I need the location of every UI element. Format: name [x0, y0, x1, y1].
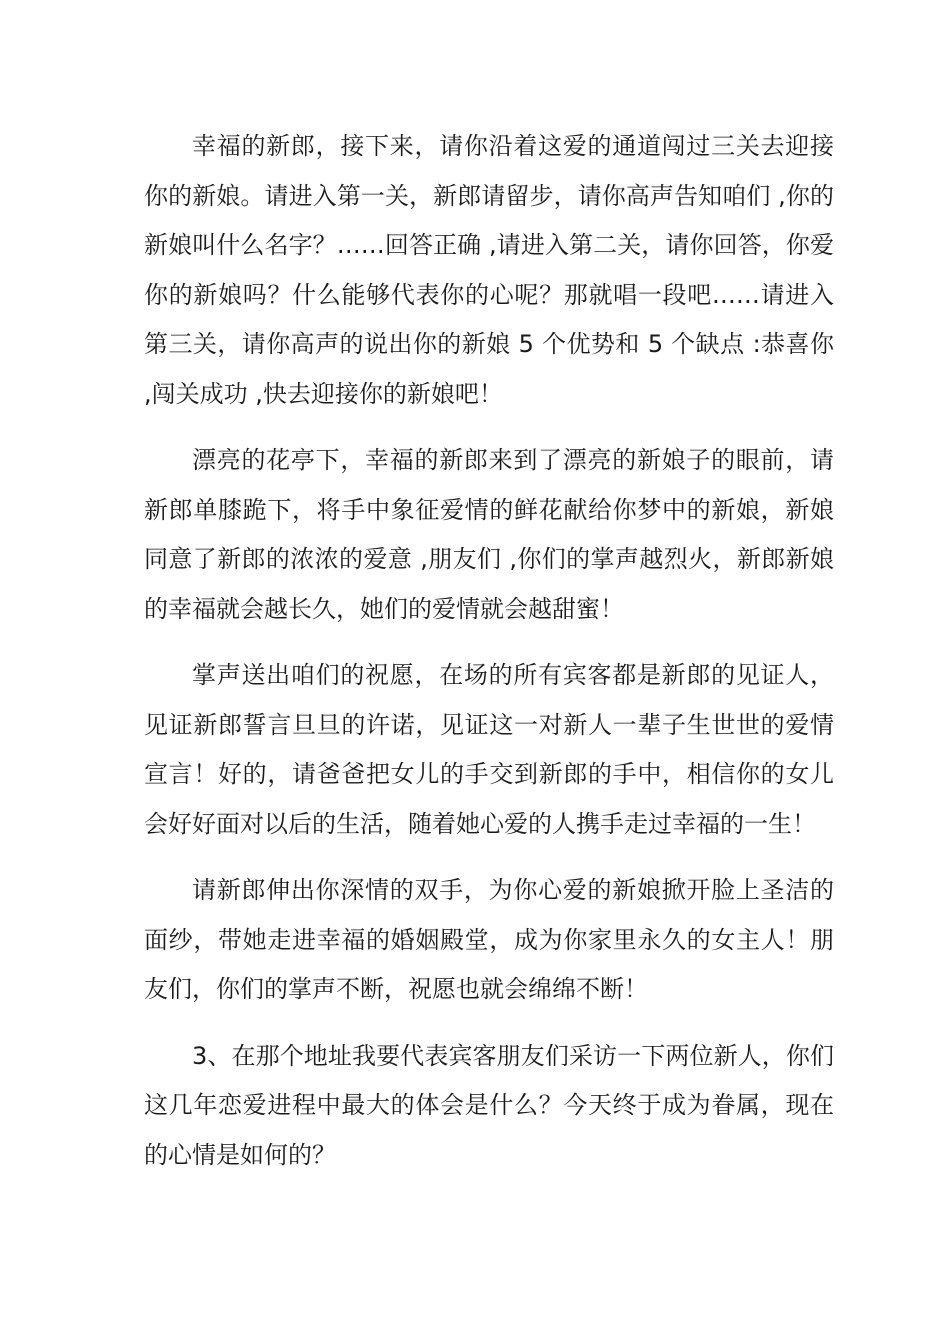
paragraph-5: 3、在那个地址我要代表宾客朋友们采访一下两位新人，你们这几年恋爱进程中最大的体会是什么？今天终于成为眷属，现在的心情是如何的？ [144, 1041, 834, 1169]
paragraph-2: 漂亮的花亭下，幸福的新郎来到了漂亮的新娘子的眼前，请新郎单膝跪下，将手中象征爱情的鲜花献给你梦中的新娘，新娘同意了新郎的浓浓的爱意 ,朋友们 ,你们的掌声越烈火，新郎新娘的幸福就会越长久，她们的爱情就会越甜蜜！ [144, 446, 834, 623]
paragraph-1: 幸福的新郎，接下来，请你沿着这爱的通道闯过三关去迎接你的新娘。请进入第一关，新郎请留步，请你高声告知咱们 ,你的新娘叫什么名字？……回答正确 ,请进入第二关，请你回答，你爱你的新娘吗？什么能够代表你的心呢？那就唱一段吧……请进入第三关，请你高声的说出你的新娘 5 个优势和 5 个缺点 :恭喜你 ,闯关成功 ,快去迎接你的新娘吧！ [144, 132, 834, 408]
paragraph-4: 请新郎伸出你深情的双手，为你心爱的新娘掀开脸上圣洁的面纱，带她走进幸福的婚姻殿堂，成为你家里永久的女主人！朋友们，你们的掌声不断，祝愿也就会绵绵不断！ [144, 876, 834, 1003]
paragraph-3: 掌声送出咱们的祝愿，在场的所有宾客都是新郎的见证人，见证新郎誓言旦旦的许诺，见证这一对新人一辈子生世世的爱情宣言！好的，请爸爸把女儿的手交到新郎的手中，相信你的女儿会好好面对以后的生活，随着她心爱的人携手走过幸福的一生！ [144, 661, 834, 838]
document-body [144, 122, 834, 1197]
